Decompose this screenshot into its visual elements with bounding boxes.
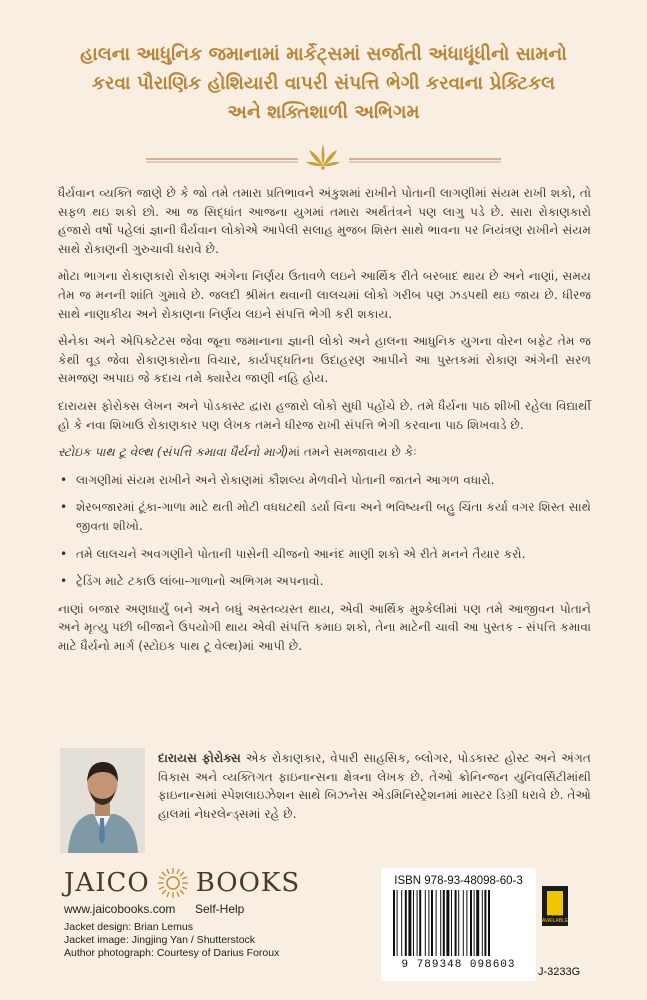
barcode-icon [393, 890, 524, 958]
description-body [58, 184, 591, 664]
bullet-dot: • [60, 500, 68, 515]
credits [64, 921, 279, 960]
product-code: J-3233G [538, 966, 581, 978]
list-item [58, 471, 591, 490]
cover-headline [30, 40, 617, 127]
author-bio-text: એક રોકાણકાર, વેપારી સાહસિક, બ્લોગર, પોડકાસ્ટ હોસ્ટ અને અંગત વિકાસ અને વ્યક્તિગત ફાઇનાન્સના ક્ષેત્રના લેખક છે. તેઓ ક્રોનિન્જન યુનિવર્સિટીમાંથી ફાઇનાન્સમાં સ્પેશલાઇઝેશન સાથે બિઝનેસ એડમિનિસ્ટ્રેશનમાં માસ્ટર ડિગ્રી ધરાવે છે. તેઓ હાલમાં નેધરલેન્ડ્સમાં રહે છે. [158, 751, 591, 821]
list-item [58, 572, 591, 591]
bullet-text: તમે લાલચને અવગણીને પોતાની પાસેની ચીજનો આનંદ માણી શકો એ રીતે મનને તૈયાર કરો. [76, 546, 526, 561]
credit-jacket-image: Jacket image: Jingjing Yan / Shutterstock [64, 934, 256, 946]
bullet-intro [58, 443, 591, 462]
bullet-text: લાગણીમાં સંયમ રાખીને અને રોકાણમાં કૌશલ્ય મેળવીને પોતાની જાતને આગળ વધારો. [76, 472, 495, 487]
paragraph-2: મોટા ભાગના રોકાણકારો રોકાણ અંગેના નિર્ણય ઉતાવળે લઇને આર્થિક રીતે બરબાદ થાય છે અને નાણાં, સમય તેમ જ મનની શાંતિ ગુમાવે છે. જલદી શ્રીમંત થવાની લાલચમાં લોકો ગરીબ પણ ઝડપથી થઇ જાય છે. ધીરજ સાથે નાણાકીય અને રોકાણના નિર્ણય લઇને સંપત્તિ ભેગી કરી શકાય. [58, 269, 591, 321]
publisher-name-left: JAICO [64, 868, 150, 898]
book-title-italic: સ્ટોઇક પાથ ટૂ વેલ્થ (સંપત્તિ કમાવા ધૈર્યનો માર્ગ) [58, 445, 289, 460]
barcode-number: 9 789348 098603 [401, 959, 516, 971]
publisher-logo [64, 865, 300, 901]
author-name: દારાયસ ફોરોક્સ [158, 751, 241, 765]
publisher-name-right: BOOKS [195, 868, 301, 898]
paragraph-1: ધૈર્યવાન વ્યક્તિ જાણે છે કે જો તમે તમારા પ્રતિભાવને અંકુશમાં રાખીને પોતાની લાગણીમાં સંયમ રાખી શકો, તો સફળ થઇ શકો છો. આ જ સિદ્ધાંત આજના યુગમાં તમારા અર્થતંત્રને પણ લાગુ પડે છે. સારા રોકાણકારો હજારો વર્ષો પહેલાં જ્ઞાની ધૈર્યવાન લોકોએ આપેલી સલાહ મુજબ શિસ્ત સાથે ભાવના પર નિયંત્રણ રાખીને સંયમ સાથે રોકાણની ગુરુચાવી ધરાવે છે. [58, 186, 591, 256]
list-item [58, 545, 591, 564]
bullet-text: શેરબજારમાં ટૂંકા-ગાળા માટે થતી મોટી વધઘટથી ડર્યા વિના અને ભવિષ્યની બહુ ચિંતા કર્યા વગર શિસ્ત સાથે જીવતા શીખો. [76, 500, 591, 533]
book-category: Self-Help [195, 902, 245, 916]
isbn-label: ISBN 978-93-48098-60-3 [394, 875, 523, 887]
headline-line-1: હાલના આધુનિક જમાનામાં માર્કેટ્સમાં સર્જાતી અંધાધૂંધીનો સામનો [80, 44, 567, 65]
paragraph-4: દારાયસ ફોરોક્સ લેખન અને પોડકાસ્ટ દ્વારા હજારો લોકો સુધી પહોંચે છે. તમે ધૈર્યના પાઠ શીખી રહેલા વિદ્યાર્થી હો કે નવા શિખાઉ રોકાણકાર પણ લેખક તમને ધીરજ રાખી સંપત્તિ ભેગી કરવાના પાઠ શિખવાડે છે. [58, 398, 591, 432]
credit-author-photo: Author photograph: Courtesy of Darius Foroux [64, 947, 280, 959]
author-photo [60, 748, 145, 853]
intro-rest: માં તમને સમજાવાય છે કેઃ [288, 445, 417, 460]
bullet-dot: • [60, 574, 68, 589]
list-item [58, 498, 591, 535]
ebook-badge [542, 886, 568, 926]
headline-line-3: અને શક્તિશાળી અભિગમ [227, 102, 420, 123]
closing-paragraph: નાણાં બજાર અણધાર્યું બને અને બધું અસ્તવ્યસ્ત થાય, એવી આર્થિક મુશ્કેલીમાં પણ તમે આજીવન પોતાને અને મૃત્યુ પછી બીજાને ઉપયોગી થાય એવી સંપત્તિ કમાઇ શકો, તેના માટેની ચાવી આ પુસ્તક - સંપત્તિ કમાવા માટે ધૈર્યનો માર્ગ (સ્ટોઇક પાથ ટૂ વેલ્થ)માં આપી છે. [58, 601, 591, 653]
leaf-ornament-icon [0, 140, 647, 174]
barcode-box [381, 868, 536, 981]
ebook-badge-text: e Book AVAILABLE [542, 912, 569, 924]
sun-logo-icon [156, 866, 190, 900]
headline-line-2: કરવા પૌરાણિક હોશિયારી વાપરી સંપત્તિ ભેગી કરવાના પ્રેક્ટિકલ [91, 73, 556, 94]
publisher-website[interactable]: www.jaicobooks.com [64, 902, 176, 916]
bullet-text: ટ્રેડિંગ માટે ટકાઉ લાંબા-ગાળાનો અભિગમ અપનાવો. [76, 574, 324, 589]
bullet-list [58, 471, 591, 591]
author-bio [158, 749, 591, 823]
bullet-dot: • [60, 472, 68, 487]
author-portrait-icon [60, 748, 145, 853]
credit-jacket-design: Jacket design: Brian Lemus [64, 921, 193, 933]
paragraph-3: સેનેકા અને એપિક્ટેટસ જેવા જૂના જમાનાના જ્ઞાની લોકો અને હાલના આધુનિક યુગના વોરન બફેટ તેમ જ કેથી વૂડ જેવા રોકાણકારોના વિચાર, કાર્યપદ્ધતિના ઉદાહરણ આપીને આ પુસ્તકમાં રોકાણ અંગેની સરળ સમજણ અપાઇ જે કદાચ તમે ક્યારેય જાણી નહિ હોય. [58, 334, 591, 386]
bullet-dot: • [60, 546, 68, 561]
